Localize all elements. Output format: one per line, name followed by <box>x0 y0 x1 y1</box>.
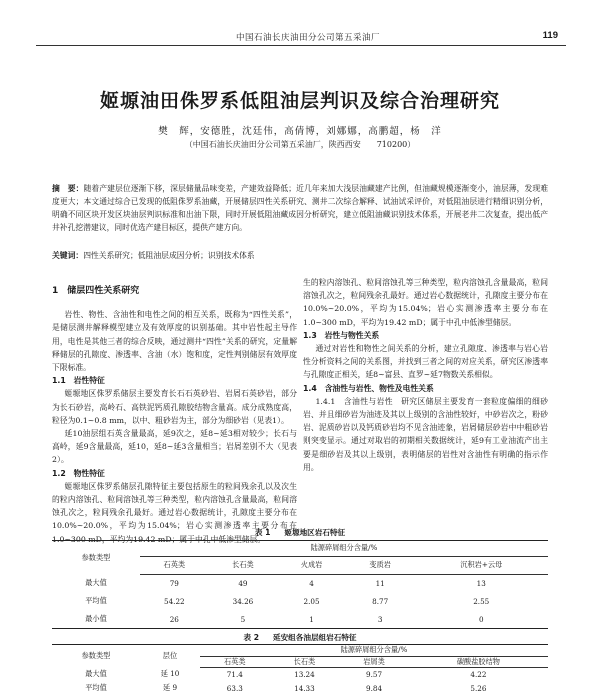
keywords-text: 四性关系研究；低阻油层成因分析；识别技术体系 <box>83 251 255 260</box>
paper-title: 姬塬油田侏罗系低阻油层判识及综合治理研究 <box>99 90 500 112</box>
table2-caption-number: 表 2 <box>243 633 259 642</box>
table-cell: 34.26 <box>232 596 254 606</box>
table2-caption-text: 延安组各油层组岩石特征 <box>273 633 357 642</box>
table2-caption <box>0 632 600 643</box>
table1-col-header: 石英类 <box>140 556 209 574</box>
paragraph: 岩性、物性、含油性和电性之间的相互关系，既称为“四性关系”，是储层测井解释模型建立及有效厚度的识别基础。其中岩性起主导作用，电性是其他三者的综合反映，通过测井“四性”关系的研究，定量解释储层的孔隙度、渗透率、含油（水）饱和度，定性判别储层有效厚度下限标准。 <box>52 310 297 373</box>
table-cell: 平均值 <box>85 683 107 692</box>
table2-col-header: 碳酸盐胶结物 <box>409 656 548 667</box>
subsection-heading: 1.1 岩性特征 <box>52 376 105 386</box>
paragraph: 姬塬地区侏罗系储层孔隙特征主要包括原生的粒间残余孔以及次生的粒内溶蚀孔、粒间溶蚀孔等三种类型，粒内溶蚀孔含量最高，粒间溶蚀孔次之，粒间残余孔最好。通过岩心数据统计，孔隙度主要分布在10.0%~20.0%，平均为15.04%；岩心实测渗透率主要分布在1.0~300 mD，平均为19.42 mD；属于中孔中低渗型储层。 <box>52 481 297 544</box>
table1-row-header: 参数类型 <box>81 552 111 562</box>
table2 <box>52 645 548 695</box>
table-row <box>52 681 548 695</box>
table-cell: 0 <box>478 614 484 624</box>
paragraph: 延10油层组石英含量最高，延9次之，延8~延3相对较少；长石与高岭，延9含量最高，延10，延8~延3含量相当；岩屑差别不大（见表2）。 <box>52 429 297 465</box>
table-cell: 2.55 <box>473 596 490 606</box>
abstract <box>52 182 548 234</box>
paragraph: 姬塬地区侏罗系储层主要发育长石石英砂岩、岩屑石英砂岩，部分为长石砂岩，高岭石、高铁泥钙质孔隙胶结物含量高。成分成熟度高，粒径为0.1~0.8 mm，以中、粗砂岩为主，部分为细砂岩（见表1）。 <box>52 389 297 425</box>
page-number: 119 <box>542 30 558 41</box>
table-cell: 49 <box>238 578 248 588</box>
table-cell: 79 <box>169 578 179 588</box>
keywords-label: 关键词： <box>52 251 84 260</box>
table-cell: 26 <box>169 614 179 624</box>
subsection-heading: 1.2 物性特征 <box>52 468 105 478</box>
table2-col-header: 石英类 <box>200 656 270 667</box>
table1-col-header: 变质岩 <box>346 556 415 574</box>
table1 <box>52 541 548 628</box>
table-cell: 2.05 <box>303 596 320 606</box>
left-column <box>52 285 297 544</box>
table1-col-header: 沉积岩+云母 <box>415 556 549 574</box>
table-cell: 最小值 <box>85 614 107 623</box>
table2-group-header: 陆源碎屑组分含量/% <box>200 645 548 656</box>
table1-caption-text: 姬塬地区岩石特征 <box>284 528 346 537</box>
table2-col-header: 长石类 <box>270 656 340 667</box>
paragraph: 通过对岩性和物性之间关系的分析，建立孔隙度、渗透率与岩心岩性分析资料之间的关系图，并找到三者之间的对应关系，研究区渗透率与孔隙度正相关，延8~富县、直罗~延7物数关系相似。 <box>303 344 548 380</box>
table1-caption <box>0 527 600 538</box>
table-cell: 5 <box>240 614 246 624</box>
table-cell: 4.22 <box>470 669 487 679</box>
table-cell: 最大值 <box>85 578 107 587</box>
table-row <box>52 667 548 681</box>
table-row <box>52 592 548 610</box>
table-cell: 延 9 <box>162 683 178 692</box>
paragraph: 1.4.1 含油性与岩性 研究区储层主要发育一套粒度偏细的细砂岩、并且细砂岩为油迹及其以上级别的含油性较好，中砂岩次之，粉砂岩、泥质砂岩以及钙质砂岩均不见含油迹象，岩屑储层砂岩中中粗砂岩则突变显示。通过对取岩的初期相关数据统计，延9有工业油流产出主要是细砂岩及其以上级别，表明储层的岩性对含油性有明确的指示作用。 <box>303 396 548 472</box>
table-cell: 3 <box>377 614 383 624</box>
table2-col-header: 岩屑类 <box>339 656 409 667</box>
table-cell: 11 <box>375 578 385 588</box>
table-row <box>52 610 548 628</box>
table-cell: 延 10 <box>160 669 180 678</box>
abstract-label: 摘 要： <box>52 184 84 193</box>
abstract-text: 随着产建层位逐渐下移，深层储量品味变差，产建效益降低；近几年来加大浅层油藏建产比例，但油藏规模逐渐变小，油层薄，发现难度更大；本文通过综合已发现的低阻侏罗系油藏，开展储层四性关系研究、测井二次综合解释、试油试采评价，对低阻油层进行精细识别分析，明确不同区块开发区块油层判识标准和出油下限，同时开展低阻油藏成因分析研究，建立低阻油藏识别技术体系，开展老井二次复查，提出低产井补孔挖潜建议，同时优选产建目标区，提供产建方向。 <box>52 184 548 232</box>
table-cell: 63.3 <box>226 683 243 693</box>
author-list: 樊 辉，安德胜，沈廷伟，高倩博，刘娜娜，高鹏超，杨 洋 <box>158 126 442 137</box>
table-cell: 9.57 <box>366 669 383 679</box>
table-cell: 14.33 <box>294 683 315 693</box>
running-header <box>36 30 566 46</box>
table1-col-header: 火成岩 <box>277 556 346 574</box>
table-cell: 5.26 <box>470 683 487 693</box>
table1-group-header: 陆源碎屑组分含量/% <box>140 541 548 556</box>
table1-col-header: 长石类 <box>209 556 278 574</box>
table-cell: 8.77 <box>372 596 389 606</box>
right-column <box>303 276 548 474</box>
running-title: 中国石油长庆油田分公司第五采油厂 <box>236 33 381 43</box>
table2-row-header: 参数类型 <box>81 651 111 660</box>
table-cell: 最大值 <box>85 669 107 678</box>
table-cell: 71.4 <box>226 669 243 679</box>
table-cell: 4 <box>309 578 314 588</box>
table1-caption-number: 表 1 <box>254 528 271 537</box>
subsection-heading: 1.3 岩性与物性关系 <box>303 330 380 340</box>
table-cell: 1 <box>309 614 314 624</box>
table2-layer-header: 层位 <box>162 651 178 660</box>
table-cell: 9.84 <box>366 683 383 693</box>
table-row <box>52 574 548 592</box>
table-cell: 13.24 <box>294 669 315 679</box>
table-cell: 13 <box>476 578 486 588</box>
section-heading: 1 储层四性关系研究 <box>52 286 140 296</box>
paragraph-continued: 生的粒内溶蚀孔、粒间溶蚀孔等三种类型，粒内溶蚀孔含量最高，粒间溶蚀孔次之，粒间残余孔最好。通过岩心数据统计，孔隙度主要分布在10.0%~20.0%，平均为15.04%；岩心实测渗透率主要分布在1.0~300 mD，平均为19.42 mD；属于中孔中低渗型储层。 <box>303 278 548 327</box>
table-cell: 平均值 <box>85 596 107 605</box>
affiliation: （中国石油长庆油田分公司第五采油厂，陕西西安 710200） <box>184 140 416 149</box>
table-cell: 54.22 <box>164 596 185 606</box>
table1-bottom-rule <box>52 628 548 629</box>
subsection-heading: 1.4 含油性与岩性、物性及电性关系 <box>303 383 434 393</box>
keywords <box>52 250 548 261</box>
